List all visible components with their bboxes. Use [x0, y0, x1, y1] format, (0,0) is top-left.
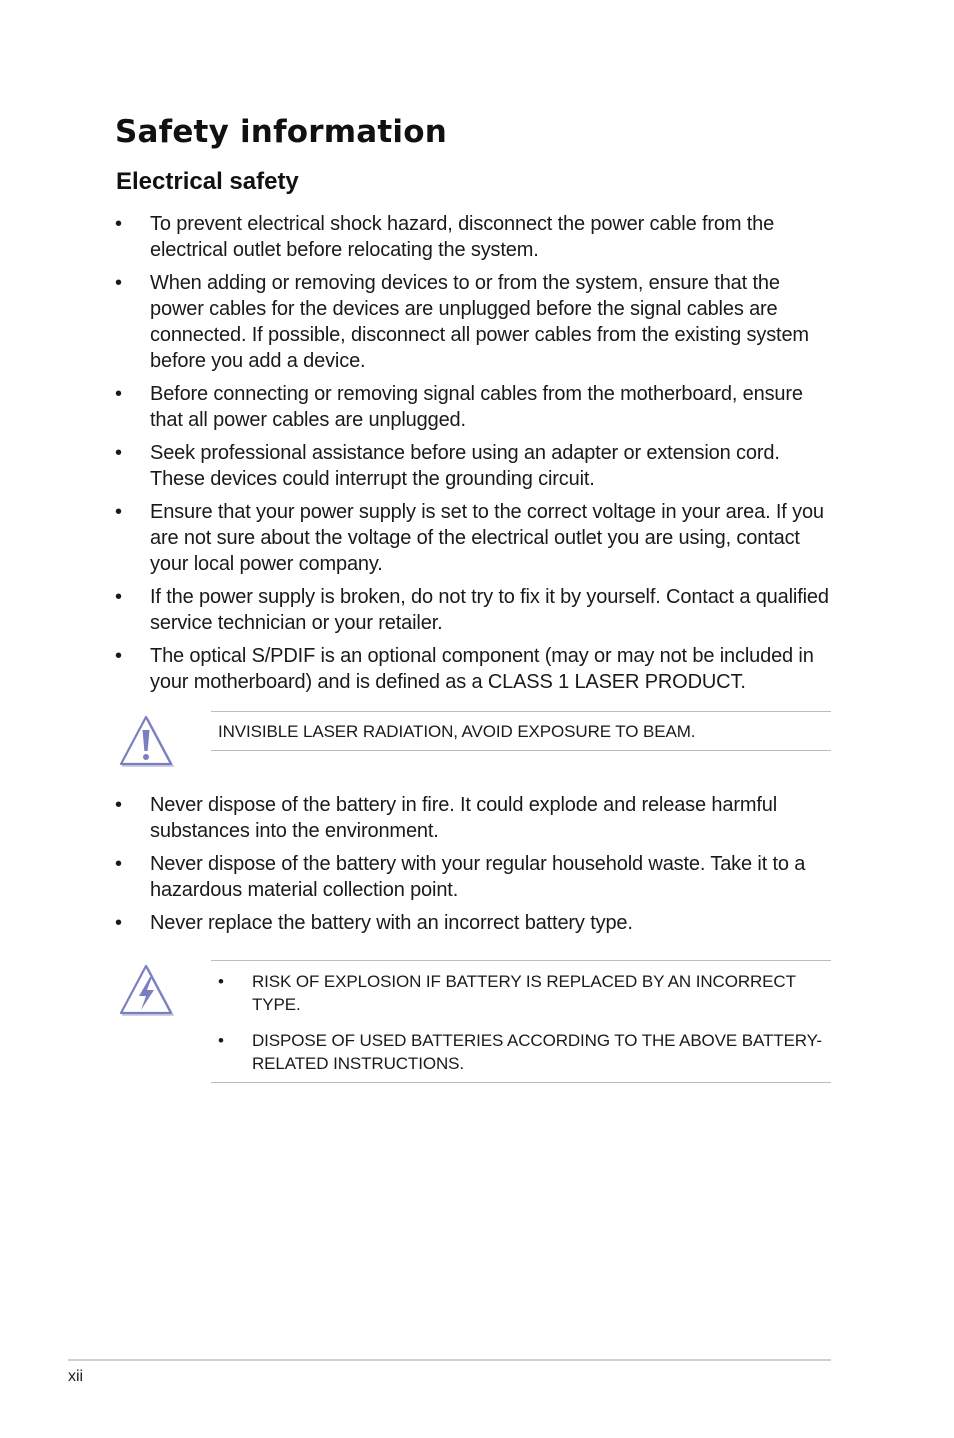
bullet-dot: • — [115, 586, 122, 608]
list-item-text: Before connecting or removing signal cables from the motherboard, ensure that all power cables are unplugged. — [150, 383, 803, 431]
section-title-electrical-safety: Electrical safety — [116, 168, 299, 195]
list-item-text: Never dispose of the battery with your regular household waste. Take it to a hazardous material collection point. — [150, 853, 806, 901]
warning-lightning-icon — [117, 964, 175, 1023]
list-item-text: Never replace the battery with an incorrect battery type. — [150, 912, 633, 934]
laser-warning-notice — [115, 711, 831, 771]
bullet-dot: • — [115, 645, 122, 667]
page-number: xii — [68, 1368, 84, 1385]
bullet-dot: • — [218, 972, 224, 991]
laser-warning-text: INVISIBLE LASER RADIATION, AVOID EXPOSURE TO BEAM. — [218, 722, 696, 741]
bullet-dot: • — [115, 912, 122, 934]
list-item-text: When adding or removing devices to or from the system, ensure that the power cables for the devices are unplugged before the signal cables are connected. If possible, disconnect all power cables from the existing system before you add a device. — [150, 272, 809, 372]
list-item-text: If the power supply is broken, do not try to fix it by yourself. Contact a qualified service technician or your retailer. — [150, 586, 829, 634]
list-item-text: DISPOSE OF USED BATTERIES ACCORDING TO THE ABOVE BATTERY-RELATED INSTRUCTIONS. — [252, 1031, 822, 1073]
battery-warning-notice — [115, 960, 831, 1085]
list-item-text: Ensure that your power supply is set to the correct voltage in your area. If you are not sure about the voltage of the electrical outlet you are using, contact your local power company. — [150, 501, 824, 575]
list-item — [115, 440, 835, 492]
battery-warning-list — [218, 970, 823, 1088]
electrical-safety-list — [115, 211, 835, 702]
list-item-text: Never dispose of the battery in fire. It could explode and release harmful substances into the environment. — [150, 794, 778, 842]
bullet-dot: • — [115, 272, 122, 294]
bullet-dot: • — [115, 383, 122, 405]
list-item — [218, 1029, 823, 1075]
footer-divider — [68, 1359, 831, 1361]
laser-warning-box — [211, 711, 831, 751]
list-item — [115, 851, 835, 903]
bullet-dot: • — [115, 213, 122, 235]
list-item — [115, 381, 835, 433]
warning-exclamation-icon — [117, 715, 175, 774]
list-item — [115, 792, 835, 844]
bullet-dot: • — [115, 794, 122, 816]
list-item — [115, 270, 835, 374]
list-item — [115, 584, 835, 636]
list-item-text: The optical S/PDIF is an optional component (may or may not be included in your motherboard) and is defined as a CLASS 1 LASER PRODUCT. — [150, 645, 814, 693]
page-title: Safety information — [115, 114, 447, 150]
bullet-dot: • — [115, 853, 122, 875]
list-item-text: RISK OF EXPLOSION IF BATTERY IS REPLACED BY AN INCORRECT TYPE. — [252, 972, 796, 1014]
list-item — [115, 643, 835, 695]
bullet-dot: • — [115, 501, 122, 523]
list-item-text: Seek professional assistance before using an adapter or extension cord. These devices could interrupt the grounding circuit. — [150, 442, 780, 490]
list-item — [115, 211, 835, 263]
list-item — [218, 970, 823, 1016]
list-item-text: To prevent electrical shock hazard, disconnect the power cable from the electrical outlet before relocating the system. — [150, 213, 775, 261]
list-item — [115, 499, 835, 577]
battery-safety-list — [115, 792, 835, 943]
bullet-dot: • — [115, 442, 122, 464]
battery-warning-box — [211, 960, 831, 1083]
list-item — [115, 910, 835, 936]
bullet-dot: • — [218, 1031, 224, 1050]
